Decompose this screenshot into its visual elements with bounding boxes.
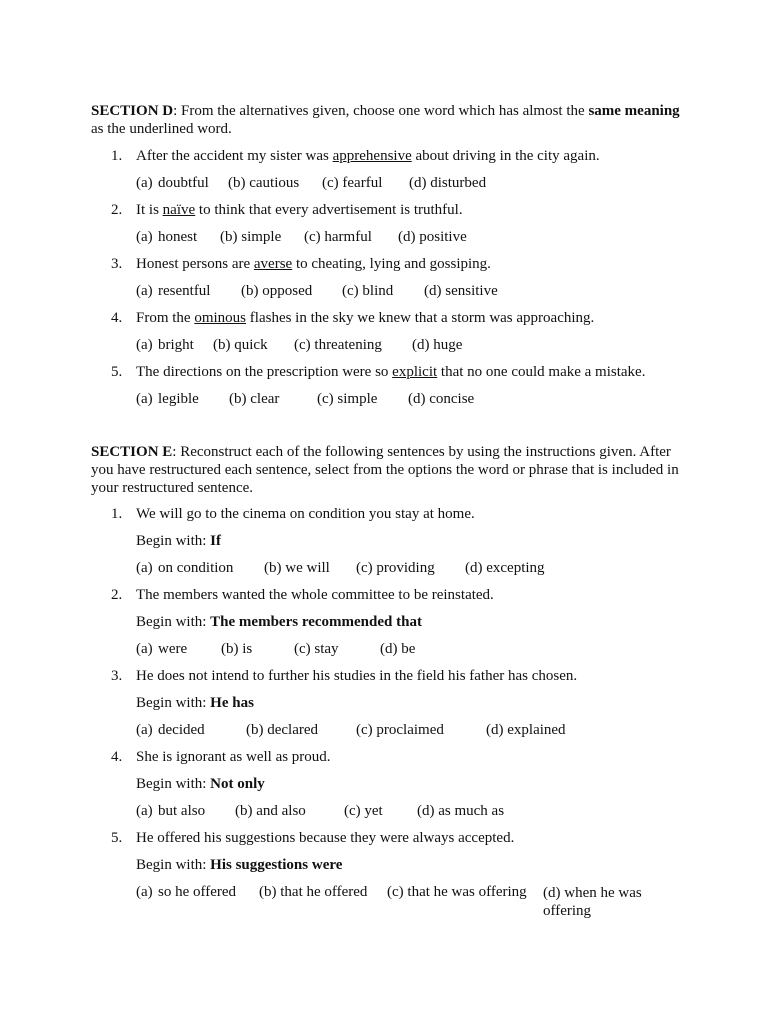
option-a: bright bbox=[158, 337, 194, 353]
option-c: (c) simple bbox=[317, 391, 378, 407]
option-d: (d) disturbed bbox=[409, 175, 487, 191]
option-c: (c) blind bbox=[342, 283, 394, 299]
option-d: (d) excepting bbox=[465, 560, 545, 576]
option-c: (c) fearful bbox=[322, 175, 383, 191]
section-e-begin-1 bbox=[0, 533, 768, 553]
begin-with-instruction: Begin with: If bbox=[136, 533, 222, 549]
question-text: We will go to the cinema on condition you stay at home. bbox=[136, 506, 475, 522]
option-c: (c) harmful bbox=[304, 229, 372, 245]
section-e-instructions bbox=[91, 443, 681, 497]
begin-with-phrase: His suggestions were bbox=[210, 857, 343, 873]
option-d: (d) as much as bbox=[417, 803, 505, 819]
option-d: (d) be bbox=[380, 641, 416, 657]
option-a-letter: (a) bbox=[136, 884, 153, 900]
section-e-options-2 bbox=[0, 641, 768, 661]
question-text: He does not intend to further his studies in the field his father has chosen. bbox=[136, 668, 578, 684]
question-number: 2. bbox=[111, 202, 123, 218]
begin-with-instruction: Begin with: The members recommended that bbox=[136, 614, 422, 630]
option-d: (d) when he was offering bbox=[543, 885, 642, 919]
begin-with-phrase: The members recommended that bbox=[210, 614, 422, 630]
option-c: (c) proclaimed bbox=[356, 722, 444, 738]
section-d-label: SECTION D bbox=[91, 103, 174, 119]
begin-with-phrase: Not only bbox=[210, 776, 265, 792]
question-number: 3. bbox=[111, 256, 123, 272]
begin-with-instruction: Begin with: Not only bbox=[136, 776, 265, 792]
section-d-question-3 bbox=[0, 256, 768, 276]
section-e-intro-text: : Reconstruct each of the following sentences by using the instructions given. After you have restructured each sentence, select from the options the word or phrase that is included in your restructured sentence. bbox=[91, 444, 679, 496]
question-text: Honest persons are averse to cheating, lying and gossiping. bbox=[136, 256, 491, 272]
section-e-question-4 bbox=[0, 749, 768, 769]
option-b: (b) simple bbox=[220, 229, 282, 245]
option-d: (d) concise bbox=[408, 391, 475, 407]
option-a: resentful bbox=[158, 283, 211, 299]
option-a: legible bbox=[158, 391, 199, 407]
question-number: 2. bbox=[111, 587, 123, 603]
section-d-options-5 bbox=[0, 391, 768, 411]
underlined-word: ominous bbox=[194, 310, 247, 326]
option-b: (b) declared bbox=[246, 722, 319, 738]
option-a-letter: (a) bbox=[136, 391, 153, 407]
section-e-question-3 bbox=[0, 668, 768, 688]
section-e-begin-5 bbox=[0, 857, 768, 877]
option-b: (b) that he offered bbox=[259, 884, 368, 900]
option-a: doubtful bbox=[158, 175, 209, 191]
underlined-word: apprehensive bbox=[332, 148, 412, 164]
option-c: (c) yet bbox=[344, 803, 383, 819]
section-d-intro-text: : From the alternatives given, choose one word which has almost the bbox=[173, 103, 589, 119]
option-b: (b) is bbox=[221, 641, 253, 657]
section-d-question-1 bbox=[0, 148, 768, 168]
option-c: (c) providing bbox=[356, 560, 435, 576]
option-c: (c) stay bbox=[294, 641, 339, 657]
question-text: It is naïve to think that every advertisement is truthful. bbox=[136, 202, 463, 218]
option-b: (b) and also bbox=[235, 803, 306, 819]
question-number: 5. bbox=[111, 830, 123, 846]
option-a-letter: (a) bbox=[136, 641, 153, 657]
section-e-begin-2 bbox=[0, 614, 768, 634]
option-a: on condition bbox=[158, 560, 234, 576]
section-d-intro-tail: as the underlined word. bbox=[91, 121, 232, 137]
option-c: (c) threatening bbox=[294, 337, 382, 353]
option-d: (d) positive bbox=[398, 229, 467, 245]
option-a: but also bbox=[158, 803, 206, 819]
section-d-question-5 bbox=[0, 364, 768, 384]
section-e-begin-3 bbox=[0, 695, 768, 715]
underlined-word: averse bbox=[253, 256, 293, 272]
question-text: The members wanted the whole committee to be reinstated. bbox=[136, 587, 494, 603]
section-e-label: SECTION E bbox=[91, 444, 173, 460]
question-text: From the ominous flashes in the sky we knew that a storm was approaching. bbox=[136, 310, 595, 326]
option-a-letter: (a) bbox=[136, 175, 153, 191]
option-a-letter: (a) bbox=[136, 560, 153, 576]
section-e-options-3 bbox=[0, 722, 768, 742]
begin-with-instruction: Begin with: He has bbox=[136, 695, 254, 711]
section-d-intro-emphasis: same meaning bbox=[588, 103, 680, 119]
section-d-question-4 bbox=[0, 310, 768, 330]
begin-with-phrase: If bbox=[210, 533, 222, 549]
section-d-instructions bbox=[91, 102, 681, 138]
question-text: The directions on the prescription were so explicit that no one could make a mistake. bbox=[136, 364, 646, 380]
question-number: 3. bbox=[111, 668, 123, 684]
option-b: (b) quick bbox=[213, 337, 268, 353]
question-number: 1. bbox=[111, 506, 123, 522]
option-a-letter: (a) bbox=[136, 803, 153, 819]
section-d-options-1 bbox=[0, 175, 768, 195]
option-a: decided bbox=[158, 722, 205, 738]
option-a-letter: (a) bbox=[136, 337, 153, 353]
option-a-letter: (a) bbox=[136, 229, 153, 245]
option-d: (d) huge bbox=[412, 337, 463, 353]
section-d-options-4 bbox=[0, 337, 768, 357]
section-e-begin-4 bbox=[0, 776, 768, 796]
question-text: He offered his suggestions because they were always accepted. bbox=[136, 830, 515, 846]
section-e-question-5 bbox=[0, 830, 768, 850]
section-e-options-5 bbox=[0, 884, 768, 924]
underlined-word: naïve bbox=[162, 202, 196, 218]
section-e-question-1 bbox=[0, 506, 768, 526]
underlined-word: explicit bbox=[392, 364, 438, 380]
begin-with-instruction: Begin with: His suggestions were bbox=[136, 857, 343, 873]
option-b: (b) opposed bbox=[241, 283, 313, 299]
option-b: (b) clear bbox=[229, 391, 280, 407]
question-number: 4. bbox=[111, 749, 123, 765]
option-a: were bbox=[158, 641, 188, 657]
option-b: (b) cautious bbox=[228, 175, 300, 191]
section-e-question-2 bbox=[0, 587, 768, 607]
section-d-options-2 bbox=[0, 229, 768, 249]
option-c: (c) that he was offering bbox=[387, 884, 527, 900]
option-b: (b) we will bbox=[264, 560, 330, 576]
option-a: honest bbox=[158, 229, 198, 245]
question-text: She is ignorant as well as proud. bbox=[136, 749, 331, 765]
option-d: (d) explained bbox=[486, 722, 566, 738]
option-a-letter: (a) bbox=[136, 283, 153, 299]
question-number: 4. bbox=[111, 310, 123, 326]
begin-with-phrase: He has bbox=[210, 695, 254, 711]
section-e-options-4 bbox=[0, 803, 768, 823]
section-d-question-2 bbox=[0, 202, 768, 222]
option-d: (d) sensitive bbox=[424, 283, 498, 299]
section-e-options-1 bbox=[0, 560, 768, 580]
question-number: 1. bbox=[111, 148, 123, 164]
option-a: so he offered bbox=[158, 884, 237, 900]
option-a-letter: (a) bbox=[136, 722, 153, 738]
section-d-options-3 bbox=[0, 283, 768, 303]
question-text: After the accident my sister was apprehensive about driving in the city again. bbox=[136, 148, 600, 164]
question-number: 5. bbox=[111, 364, 123, 380]
